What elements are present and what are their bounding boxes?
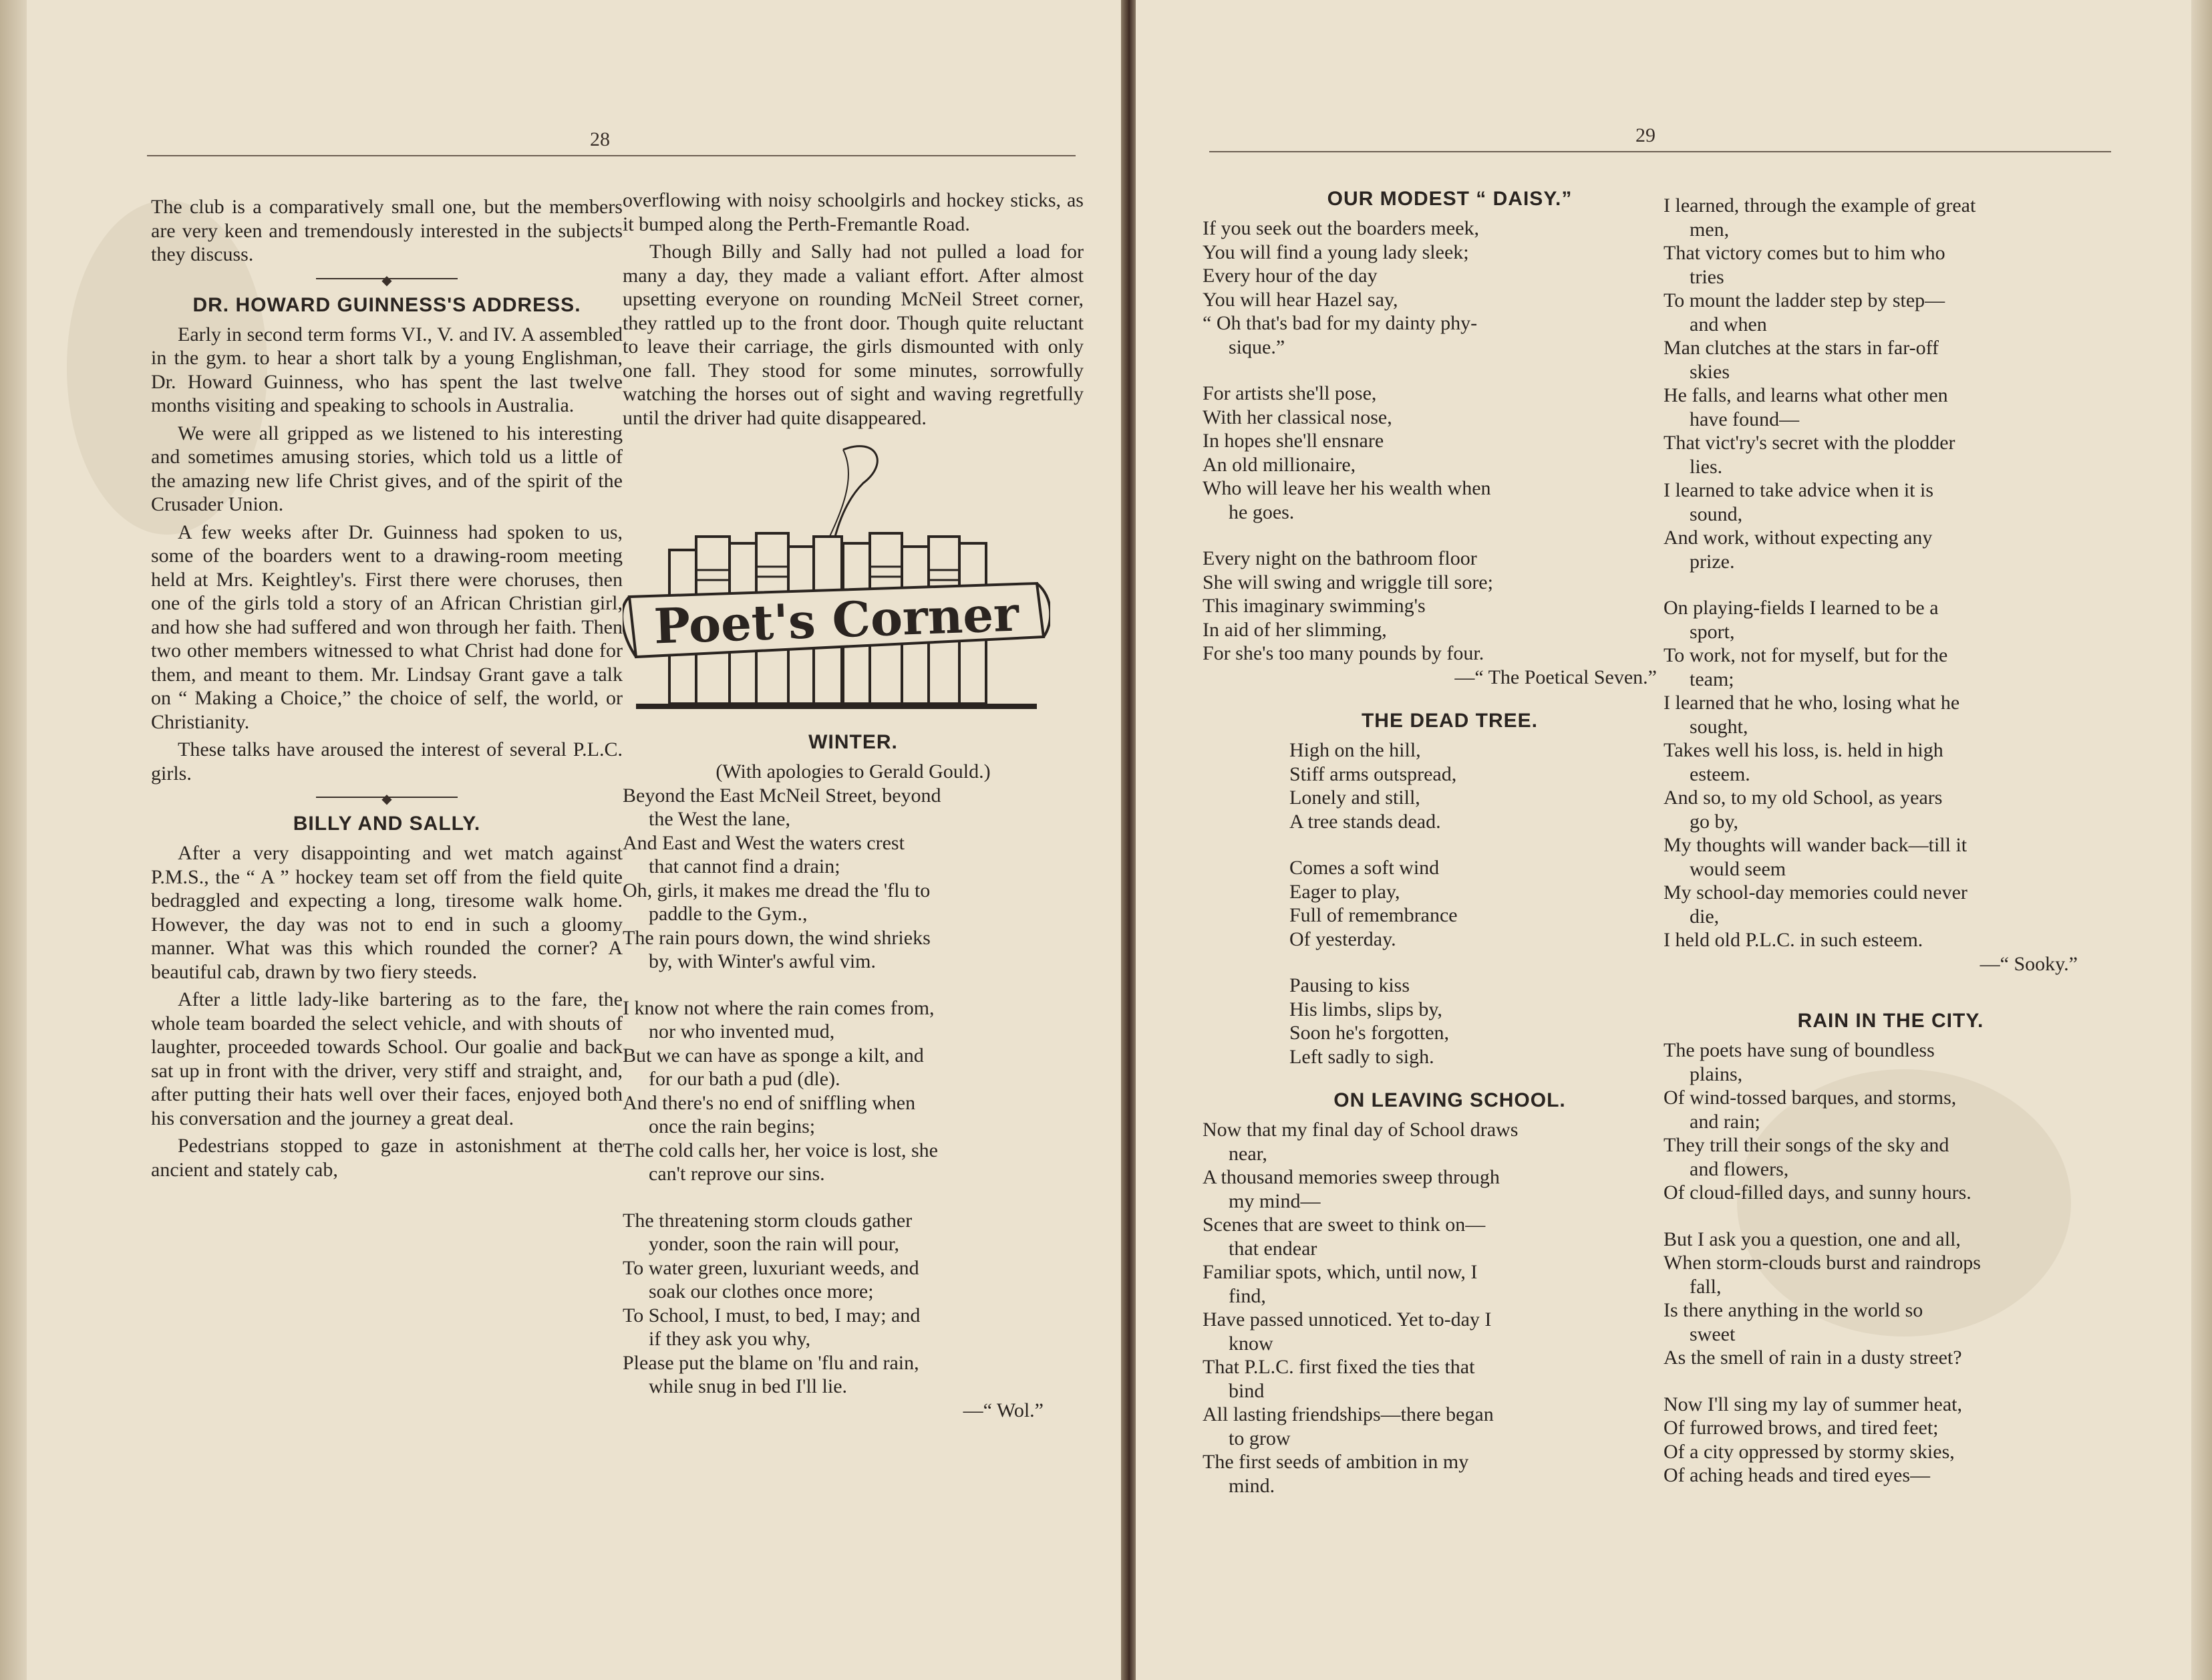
poem-line: For artists she'll pose,: [1203, 382, 1377, 404]
poem-line: and rain;: [1690, 1110, 1760, 1133]
poem-daisy: [1203, 217, 1697, 689]
poem-line: To School, I must, to bed, I may; and: [623, 1304, 921, 1326]
poem-line: My school-day memories could never: [1664, 881, 1967, 903]
poem-line: Of furrowed brows, and tired feet;: [1664, 1417, 1939, 1439]
poem-line: Of wind-tossed barques, and storms,: [1664, 1087, 1957, 1109]
poem-leaving-school-lines: [1203, 1118, 1697, 1498]
poem-line: Every hour of the day: [1203, 265, 1378, 287]
poem-line: You will find a young lady sleek;: [1203, 241, 1469, 263]
right-page: [1136, 0, 2191, 1680]
poem-line: I learned that he who, losing what he: [1664, 692, 1960, 714]
poem-line: Please put the blame on 'flu and rain,: [623, 1351, 919, 1374]
poem-line: Eager to play,: [1289, 880, 1400, 903]
poem-line: Pausing to kiss: [1289, 974, 1410, 996]
poem-line: Of a city oppressed by stormy skies,: [1664, 1440, 1955, 1463]
poem-leaving-school: [1203, 1118, 1697, 1498]
poem-line: And work, without expecting any: [1664, 527, 1933, 549]
poem-line: find,: [1229, 1284, 1266, 1307]
poem-line: die,: [1690, 905, 1720, 928]
billy-sally-paragraph-3: Pedestrians stopped to gaze in astonishment at the ancient and stately cab,: [151, 1135, 623, 1181]
poem-dead-tree-lines: [1289, 738, 1697, 1069]
poem-line: If you seek out the boarders meek,: [1203, 217, 1480, 239]
poem-line: that endear: [1229, 1237, 1317, 1260]
left-page: [27, 0, 1122, 1680]
stanza-break: [1289, 833, 1697, 856]
stanza-break: [1664, 1370, 2118, 1393]
poem-line: They trill their songs of the sky and: [1664, 1134, 1949, 1156]
poem-line: Scenes that are sweet to think on—: [1203, 1214, 1486, 1236]
poem-daisy-lines: [1203, 217, 1697, 666]
poem-line: Soon he's forgotten,: [1289, 1022, 1450, 1044]
header-rule: [1209, 151, 2111, 152]
poem-line: “ Oh that's bad for my dainty phy-: [1203, 312, 1478, 334]
poem-line: the West the lane,: [649, 808, 790, 830]
poem-line: Who will leave her his wealth when: [1203, 477, 1491, 499]
right-column-1: [1203, 180, 1697, 1498]
poem-line: The poets have sung of boundless: [1664, 1039, 1935, 1061]
poem-line: nor who invented mud,: [649, 1020, 835, 1042]
stanza-break: [1664, 1205, 2118, 1228]
poem-line: Left sadly to sigh.: [1289, 1045, 1434, 1068]
poem-title-dead-tree: THE DEAD TREE.: [1361, 710, 1539, 732]
guinness-paragraph-1: Early in second term forms VI., V. and IV. A assembled in the gym. to hear a short talk by a young Englishman, Dr. Howard Guinness, who has spent the last twelve months visiting and speaking to schools in Australia.: [151, 323, 623, 416]
poem-line: near,: [1229, 1142, 1267, 1165]
poem-line: My thoughts will wander back—till it: [1664, 834, 1967, 856]
poem-line: Of cloud-filled days, and sunny hours.: [1664, 1181, 1971, 1204]
guinness-paragraph-3: A few weeks after Dr. Guinness had spoken to us, some of the boarders went to a drawing-room meeting held at Mrs. Keightley's. First there were choruses, then one of the girls told a story of an African Christian girl, and how she had suffered and won through her faith. Then two other members witnessed to what Christ had done for them, and meant to them. Mr. Lindsay Grant gave a talk on “ Making a Choice,” the choice of self, the world, or Christianity.: [151, 521, 623, 733]
poem-line: esteem.: [1690, 762, 1750, 785]
poem-line: would seem: [1690, 857, 1786, 880]
poem-line: by, with Winter's awful vim.: [649, 950, 876, 972]
poem-line: sought,: [1690, 715, 1748, 738]
poem-line: for our bath a pud (dle).: [649, 1068, 840, 1090]
poem-line: Oh, girls, it makes me dread the 'flu to: [623, 879, 931, 901]
poem-line: go by,: [1690, 810, 1739, 833]
poem-winter: [623, 760, 1084, 1422]
poem-line: if they ask you why,: [649, 1328, 811, 1350]
poem-line: soak our clothes once more;: [649, 1280, 874, 1302]
poem-line: I know not where the rain comes from,: [623, 996, 935, 1019]
section-heading-billy-sally: BILLY AND SALLY.: [293, 813, 481, 835]
stanza-break: [1203, 524, 1697, 547]
poem-line: On playing-fields I learned to be a: [1664, 597, 1939, 619]
poem-line: A thousand memories sweep through: [1203, 1166, 1500, 1188]
poem-line: A tree stands dead.: [1289, 810, 1441, 833]
stanza-break: [623, 974, 1084, 996]
poem-line: All lasting friendships—there began: [1203, 1403, 1494, 1425]
stanza-break: [1203, 359, 1697, 382]
billy-sally-paragraph-4: Though Billy and Sally had not pulled a load for many a day, they made a valiant effort. After almost upsetting everyone on rounding McNeil Street corner, they rattled up to the front door. Though quite reluctant to leave their carriage, the girls dismounted with only one fall. They stood for some minutes, sorrowfully watching the horses out of sight and waving regretfully until the driver had quite disappeared.: [623, 241, 1084, 429]
poem-line: men,: [1690, 218, 1730, 241]
poem-title-rain-city: RAIN IN THE CITY.: [1797, 1010, 1984, 1032]
left-column-1: [151, 195, 623, 1185]
poem-line: This imaginary swimming's: [1203, 595, 1426, 617]
poem-line: yonder, soon the rain will pour,: [649, 1233, 900, 1255]
poem-line: But I ask you a question, one and all,: [1664, 1228, 1961, 1250]
poem-line: The cold calls her, her voice is lost, she: [623, 1139, 938, 1161]
poem-line: That P.L.C. first fixed the ties that: [1203, 1356, 1475, 1378]
poem-line: paddle to the Gym.,: [649, 903, 808, 925]
poem-line: Of aching heads and tired eyes—: [1664, 1464, 1931, 1486]
guinness-paragraph-2: We were all gripped as we listened to his interesting and sometimes amusing stories, which told us a little of the amazing new life Christ gives, and of the spirit of the Crusader Union.: [151, 422, 623, 515]
page-edge-left: [0, 0, 27, 1680]
poem-line: Is there anything in the world so: [1664, 1299, 1923, 1321]
stanza-break: [1664, 573, 2118, 596]
poem-line: once the rain begins;: [649, 1115, 816, 1137]
poem-line: skies: [1690, 360, 1730, 383]
header-rule: [147, 155, 1076, 156]
poets-corner-logo-text: Poet's Corner: [653, 585, 1020, 655]
poem-line: He falls, and learns what other men: [1664, 384, 1948, 406]
poem-line: In aid of her slimming,: [1203, 618, 1387, 641]
poem-title-leaving-school: ON LEAVING SCHOOL.: [1333, 1089, 1566, 1111]
poem-line: To mount the ladder step by step—: [1664, 289, 1945, 311]
poem-line: She will swing and wriggle till sore;: [1203, 571, 1493, 593]
ornamental-divider: [151, 789, 623, 805]
poem-rain-city-lines: [1664, 1038, 2118, 1488]
poem-line: can't reprove our sins.: [649, 1163, 825, 1185]
poem-rain-city: [1664, 1038, 2118, 1488]
poem-line: Now that my final day of School draws: [1203, 1119, 1519, 1141]
poets-corner-logo: [623, 436, 1050, 710]
poem-leaving-school-continued-lines: [1664, 194, 2118, 952]
poem-title-winter: WINTER.: [808, 731, 898, 753]
poem-line: And East and West the waters crest: [623, 831, 905, 854]
page-edge-right: [2191, 0, 2212, 1680]
poem-line: Stiff arms outspread,: [1289, 762, 1457, 785]
poem-winter-signature: —“ Wol.”: [963, 1399, 1044, 1421]
poem-line: Man clutches at the stars in far-off: [1664, 337, 1939, 359]
poem-line: You will hear Hazel say,: [1203, 288, 1398, 311]
poem-line: to grow: [1229, 1427, 1291, 1449]
poem-line: prize.: [1690, 550, 1735, 573]
poem-line: bind: [1229, 1379, 1265, 1402]
guinness-paragraph-4: These talks have aroused the interest of several P.L.C. girls.: [151, 738, 623, 785]
poem-line: Lonely and still,: [1289, 787, 1420, 809]
poem-line: The first seeds of ambition in my: [1203, 1451, 1469, 1473]
poem-line: The rain pours down, the wind shrieks: [623, 926, 931, 949]
poem-line: and flowers,: [1690, 1157, 1789, 1180]
stanza-break: [1289, 951, 1697, 974]
poem-line: he goes.: [1229, 501, 1295, 523]
poem-line: Takes well his loss, is. held in high: [1664, 739, 1943, 761]
poem-line: mind.: [1229, 1474, 1275, 1497]
poem-line: tries: [1690, 265, 1724, 288]
section-heading-guinness: DR. HOWARD GUINNESS'S ADDRESS.: [192, 293, 581, 316]
poem-line: And so, to my old School, as years: [1664, 787, 1943, 809]
poem-line: When storm-clouds burst and raindrops: [1664, 1252, 1981, 1274]
poem-line: For she's too many pounds by four.: [1203, 642, 1484, 664]
poem-line: sique.”: [1229, 335, 1285, 358]
poem-line: plains,: [1690, 1063, 1743, 1085]
poem-line: Comes a soft wind: [1289, 857, 1440, 879]
poem-line: Have passed unnoticed. Yet to-day I: [1203, 1308, 1492, 1331]
stanza-break: [623, 1186, 1084, 1209]
poem-line: That victory comes but to him who: [1664, 242, 1945, 264]
billy-sally-paragraph-2: After a little lady-like bartering as to the fare, the whole team boarded the select vehicle, and with shouts of laughter, proceeded towards School. Our goalie and back sat up in front with the driver, very stiff and straight, and, after putting their hats well over their faces, enjoyed both his conversation and the journey a great deal.: [151, 988, 623, 1129]
poem-line: To work, not for myself, but for the: [1664, 644, 1948, 666]
poem-line: And there's no end of sniffling when: [623, 1091, 916, 1114]
poem-line: His limbs, slips by,: [1289, 998, 1442, 1020]
poem-line: That vict'ry's secret with the plodder: [1664, 432, 1955, 454]
poets-corner-illustration: [623, 436, 1050, 710]
poem-line: I learned, through the example of great: [1664, 194, 1976, 217]
poem-dead-tree: [1203, 738, 1697, 1069]
poem-line: know: [1229, 1332, 1273, 1355]
poem-line: I held old P.L.C. in such esteem.: [1664, 929, 1923, 951]
poem-line: The threatening storm clouds gather: [623, 1209, 913, 1232]
poem-line: Beyond the East McNeil Street, beyond: [623, 784, 941, 807]
club-intro-paragraph: The club is a comparatively small one, but the members are very keen and tremendously interested in the subjects they discuss.: [151, 196, 623, 265]
poem-line: Familiar spots, which, until now, I: [1203, 1261, 1478, 1283]
ornamental-divider: [151, 271, 623, 287]
poem-line: and when: [1690, 313, 1767, 335]
poem-leaving-school-continued: [1664, 194, 2118, 976]
poem-leaving-school-signature: —“ Sooky.”: [1980, 952, 2078, 975]
page-number: 28: [590, 128, 610, 150]
billy-sally-paragraph-1: After a very disappointing and wet match against P.M.S., the “ A ” hockey team set off from the field quite bedraggled and expecting a long, tiresome walk home. However, the day was not to end in such a gloomy manner. What was this which rounded the corner? A beautiful cab, drawn by two fiery steeds.: [151, 842, 623, 983]
book-gutter: [1121, 0, 1136, 1680]
right-column-2: [1664, 194, 2118, 1488]
poem-line: Of yesterday.: [1289, 928, 1396, 950]
billy-sally-continued: overflowing with noisy schoolgirls and hockey sticks, as it bumped along the Perth-Fremantle Road.: [623, 189, 1084, 235]
poem-line: my mind—: [1229, 1189, 1321, 1212]
poem-line: lies.: [1690, 455, 1723, 478]
poem-line: sport,: [1690, 620, 1735, 643]
poem-line: In hopes she'll ensnare: [1203, 430, 1384, 452]
poem-line: I learned to take advice when it is: [1664, 479, 1934, 501]
poem-line: that cannot find a drain;: [649, 855, 840, 877]
poem-line: As the smell of rain in a dusty street?: [1664, 1347, 1962, 1369]
poem-winter-subtitle: (With apologies to Gerald Gould.): [716, 760, 991, 783]
poem-line: sound,: [1690, 503, 1743, 525]
poem-line: To water green, luxuriant weeds, and: [623, 1256, 919, 1279]
page-number: 29: [1635, 124, 1655, 146]
poem-line: With her classical nose,: [1203, 406, 1392, 428]
poem-line: sweet: [1690, 1322, 1736, 1345]
poem-line: fall,: [1690, 1275, 1722, 1298]
left-column-2: [623, 188, 1084, 1422]
poem-line: while snug in bed I'll lie.: [649, 1375, 848, 1397]
poem-line: High on the hill,: [1289, 739, 1421, 761]
poem-line: Full of remembrance: [1289, 904, 1458, 926]
poem-line: But we can have as sponge a kilt, and: [623, 1044, 924, 1067]
poem-title-daisy: OUR MODEST “ DAISY.”: [1327, 188, 1573, 210]
poem-daisy-signature: —“ The Poetical Seven.”: [1454, 666, 1657, 688]
poem-winter-lines: [623, 784, 1084, 1399]
poem-line: Every night on the bathroom floor: [1203, 547, 1477, 569]
poem-line: have found—: [1690, 408, 1800, 430]
poem-line: team;: [1690, 668, 1734, 690]
poem-line: Now I'll sing my lay of summer heat,: [1664, 1393, 1962, 1415]
poem-line: An old millionaire,: [1203, 453, 1356, 476]
